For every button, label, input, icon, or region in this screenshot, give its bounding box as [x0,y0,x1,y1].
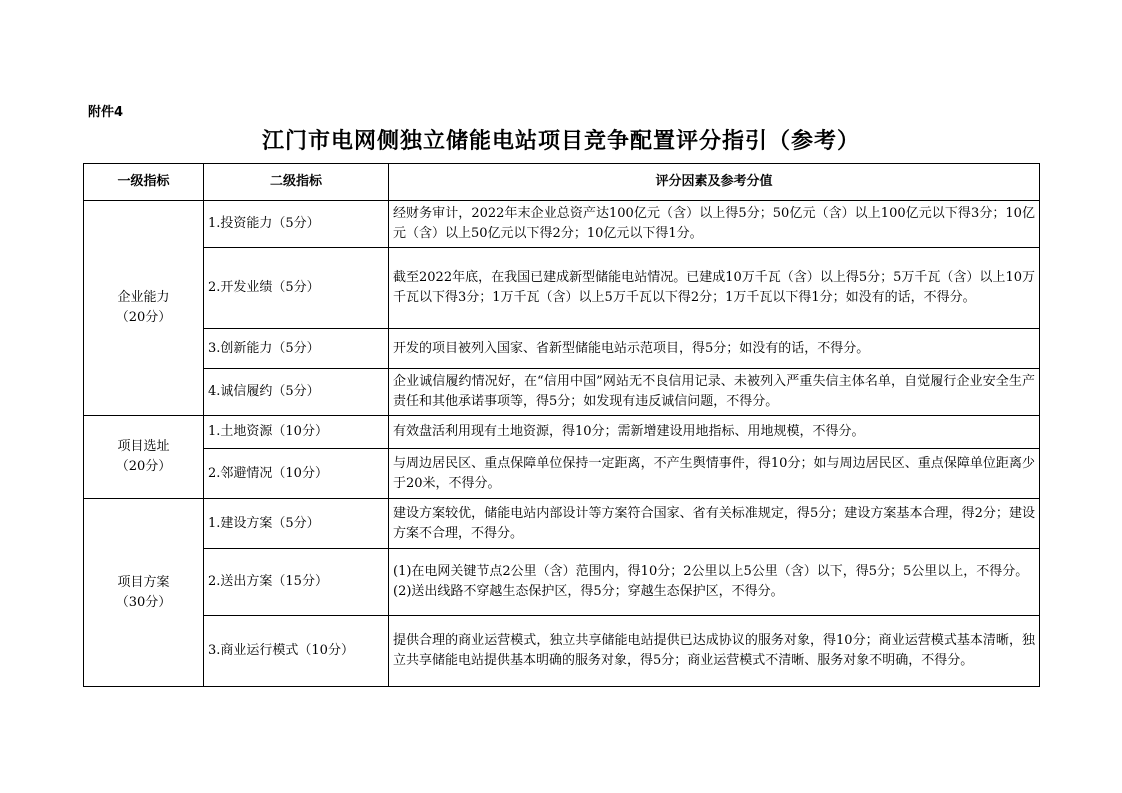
item-cell: 2.邻避情况（10分） [204,449,389,499]
group-cell [84,499,204,687]
desc-cell: 与周边居民区、重点保障单位保持一定距离，不产生舆情事件，得10分；如与周边居民区、重点保障单位距离少于20米，不得分。 [389,449,1040,499]
document-title: 江门市电网侧独立储能电站项目竞争配置评分指引（参考） [261,128,860,154]
table-row [84,449,1040,499]
table-row [84,499,1040,549]
group-name: 项目方案 [117,574,170,590]
item-cell: 1.土地资源（10分） [204,416,389,449]
attachment-label: 附件4 [88,105,124,120]
group-name: 项目选址 [117,439,170,454]
table-row [84,329,1040,369]
header-level2: 二级指标 [204,164,389,201]
group-score: （30分） [115,594,172,610]
item-cell: 3.商业运行模式（10分） [204,616,389,687]
item-cell: 4.诚信履约（5分） [204,369,389,416]
desc-line-2: (2)送出线路不穿越生态保护区，得5分；穿越生态保护区，不得分。 [393,584,784,599]
desc-cell: 有效盘活利用现有土地资源，得10分；需新增建设用地指标、用地规模，不得分。 [389,416,1040,449]
item-cell: 1.建设方案（5分） [204,499,389,549]
item-cell: 2.送出方案（15分） [204,549,389,616]
item-cell: 3.创新能力（5分） [204,329,389,369]
desc-cell: 开发的项目被列入国家、省新型储能电站示范项目，得5分；如没有的话，不得分。 [389,329,1040,369]
scoring-table [83,163,1040,687]
table-row [84,369,1040,416]
table-row [84,416,1040,449]
table-row [84,201,1040,248]
desc-cell: 建设方案较优，储能电站内部设计等方案符合国家、省有关标准规定，得5分；建设方案基本合理，得2分；建设方案不合理，不得分。 [389,499,1040,549]
table-row [84,549,1040,616]
desc-cell: 经财务审计，2022年末企业总资产达100亿元（含）以上得5分；50亿元（含）以上100亿元以下得3分；10亿元（含）以上50亿元以下得2分；10亿元以下得1分。 [389,201,1040,248]
table-header-row [84,164,1040,201]
group-cell [84,416,204,499]
header-factors: 评分因素及参考分值 [389,164,1040,201]
table-row [84,248,1040,329]
desc-cell: 企业诚信履约情况好，在“信用中国”网站无不良信用记录、未被列入严重失信主体名单，自觉履行企业安全生产责任和其他承诺事项等，得5分；如发现有违反诚信问题，不得分。 [389,369,1040,416]
desc-line-1: (1)在电网关键节点2公里（含）范围内，得10分；2公里以上5公里（含）以下，得5分；5公里以上，不得分。 [393,564,1029,579]
desc-cell: 截至2022年底，在我国已建成新型储能电站情况。已建成10万千瓦（含）以上得5分；5万千瓦（含）以上10万千瓦以下得3分；1万千瓦（含）以上5万千瓦以下得2分；1万千瓦以下得1分；如没有的话，不得分。 [389,248,1040,329]
desc-cell [389,549,1040,616]
item-cell: 1.投资能力（5分） [204,201,389,248]
group-name: 企业能力 [117,290,170,305]
group-score: （20分） [115,459,172,474]
table-row [84,616,1040,687]
desc-cell: 提供合理的商业运营模式，独立共享储能电站提供已达成协议的服务对象，得10分；商业运营模式基本清晰，独立共享储能电站提供基本明确的服务对象，得5分；商业运营模式不清晰、服务对象不明确，不得分。 [389,616,1040,687]
item-cell: 2.开发业绩（5分） [204,248,389,329]
header-level1: 一级指标 [84,164,204,201]
group-score: （20分） [115,310,172,325]
group-cell [84,201,204,416]
